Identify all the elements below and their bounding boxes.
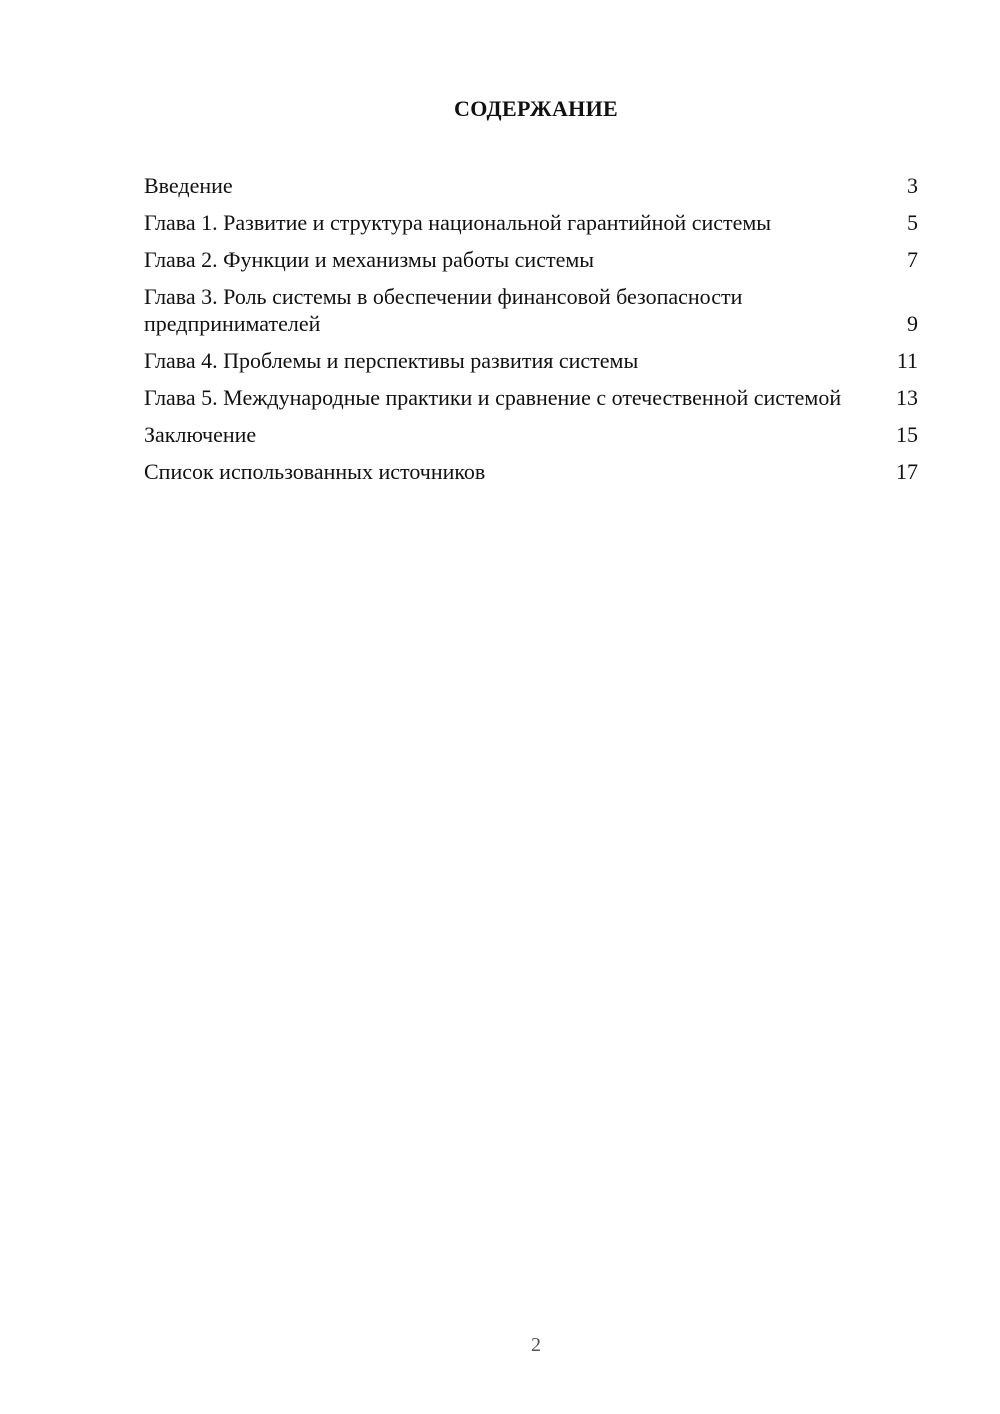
toc-entry-page: 7 <box>907 247 918 272</box>
toc-entry-label: Заключение <box>144 422 257 447</box>
toc-entry-page: 17 <box>896 459 918 484</box>
toc-entry-chapter-3 <box>144 283 918 337</box>
toc-entry-introduction <box>144 172 918 199</box>
toc-entry-page: 3 <box>907 173 918 198</box>
toc-entry-label: Глава 4. Проблемы и перспективы развития системы <box>144 348 639 373</box>
toc-entry-label: Введение <box>144 173 233 198</box>
toc-entry-label: Глава 5. Международные практики и сравнение с отечественной системой <box>144 385 842 410</box>
toc-entry-chapter-4 <box>144 347 918 374</box>
toc-entry-label: Глава 3. Роль системы в обеспечении финансовой безопасности предпринимателей <box>144 284 743 336</box>
toc-entry-chapter-2 <box>144 246 918 273</box>
table-of-contents <box>144 172 918 495</box>
page-title: СОДЕРЖАНИЕ <box>454 96 618 121</box>
toc-entry-references <box>144 458 918 485</box>
toc-entry-chapter-1 <box>144 209 918 236</box>
toc-entry-label: Глава 1. Развитие и структура национальной гарантийной системы <box>144 210 772 235</box>
toc-entry-page: 5 <box>907 210 918 235</box>
toc-entry-conclusion <box>144 421 918 448</box>
toc-entry-page: 15 <box>896 422 918 447</box>
page-number: 2 <box>531 1334 541 1356</box>
toc-entry-page: 11 <box>896 348 918 373</box>
toc-entry-page: 13 <box>896 385 918 410</box>
toc-entry-label: Глава 2. Функции и механизмы работы системы <box>144 247 595 272</box>
toc-entry-label: Список использованных источников <box>144 459 486 484</box>
toc-entry-page: 9 <box>907 311 918 336</box>
toc-entry-chapter-5 <box>144 384 918 411</box>
